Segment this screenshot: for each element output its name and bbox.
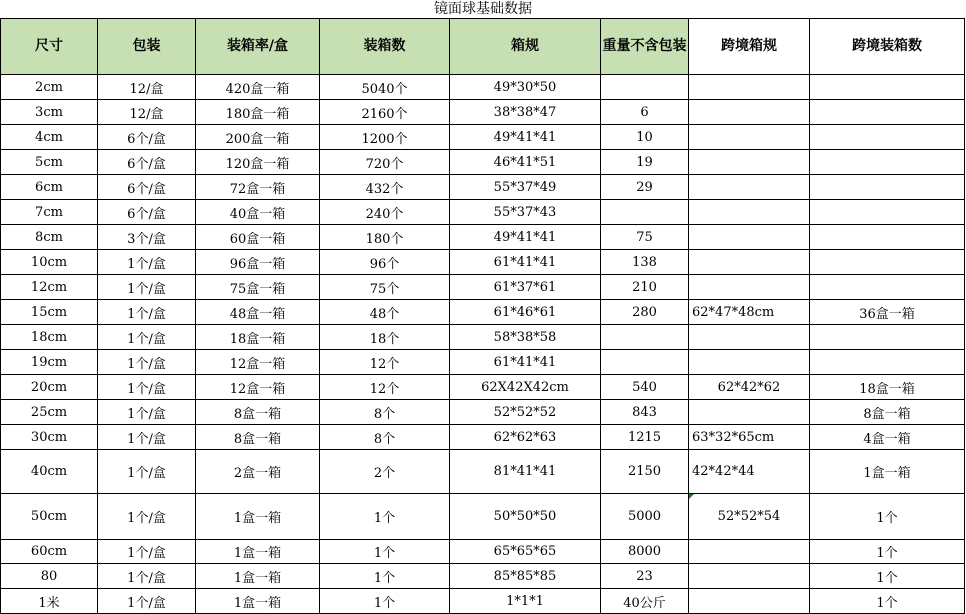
cell-box[interactable]: 49*41*41 [450,125,601,150]
table-row [1,250,965,275]
cell-rate[interactable]: 75盒一箱 [196,275,320,300]
cell-size[interactable]: 50cm [1,494,98,540]
cell-box[interactable]: 61*37*61 [450,275,601,300]
cell-box[interactable]: 58*38*58 [450,325,601,350]
cell-size[interactable]: 10cm [1,250,98,275]
cell-weight[interactable]: 280 [601,300,689,325]
cell-cb-count[interactable]: 8盒一箱 [810,400,965,425]
cell-pack[interactable]: 1个/盒 [98,300,196,325]
cell-weight[interactable]: 10 [601,125,689,150]
table-row [1,200,965,225]
cell-cb-box[interactable]: 52*52*54 [689,494,810,540]
cell-weight[interactable] [601,350,689,375]
cell-pack[interactable]: 3个/盒 [98,225,196,250]
table-row [1,425,965,450]
cell-cb-count[interactable] [810,175,965,200]
cell-size[interactable]: 3cm [1,100,98,125]
cell-cb-box[interactable] [689,400,810,425]
cell-weight[interactable]: 2150 [601,450,689,494]
cell-count[interactable]: 75个 [320,275,450,300]
cell-cb-box[interactable] [689,125,810,150]
cell-cb-box[interactable] [689,200,810,225]
cell-rate[interactable]: 1盒一箱 [196,589,320,614]
cell-cb-box[interactable]: 42*42*44 [689,450,810,494]
cell-weight[interactable]: 5000 [601,494,689,540]
cell-cb-count[interactable] [810,100,965,125]
cell-size[interactable]: 15cm [1,300,98,325]
cell-pack[interactable]: 1个/盒 [98,425,196,450]
header-count[interactable]: 装箱数 [320,19,450,75]
cell-size[interactable]: 1米 [1,589,98,614]
cell-cb-count[interactable]: 36盒一箱 [810,300,965,325]
header-box[interactable]: 箱规 [450,19,601,75]
cell-cb-box[interactable]: 62*47*48cm [689,300,810,325]
cell-count[interactable]: 1个 [320,494,450,540]
cell-count[interactable]: 240个 [320,200,450,225]
cell-weight[interactable] [601,200,689,225]
cell-box[interactable]: 55*37*49 [450,175,601,200]
cell-pack[interactable]: 6个/盒 [98,150,196,175]
cell-count[interactable]: 2个 [320,450,450,494]
cell-size[interactable]: 18cm [1,325,98,350]
cell-count[interactable]: 8个 [320,400,450,425]
cell-box[interactable]: 65*65*65 [450,540,601,564]
cell-weight[interactable]: 40公斤 [601,589,689,614]
table-row [1,175,965,200]
cell-box[interactable]: 85*85*85 [450,564,601,589]
cell-size[interactable]: 5cm [1,150,98,175]
cell-box[interactable]: 49*30*50 [450,75,601,100]
cell-count[interactable]: 96个 [320,250,450,275]
cell-size[interactable]: 6cm [1,175,98,200]
cell-size[interactable]: 30cm [1,425,98,450]
table-row [1,400,965,425]
cell-rate[interactable]: 120盒一箱 [196,150,320,175]
table-row [1,225,965,250]
cell-size[interactable]: 19cm [1,350,98,375]
cell-rate[interactable]: 12盒一箱 [196,350,320,375]
cell-pack[interactable]: 12/盒 [98,75,196,100]
cell-cb-count[interactable]: 1个 [810,494,965,540]
cell-cb-box[interactable] [689,150,810,175]
header-row [1,19,965,75]
cell-pack[interactable]: 1个/盒 [98,400,196,425]
cell-cb-count[interactable] [810,250,965,275]
header-cb-count[interactable]: 跨境装箱数 [810,19,965,75]
cell-weight[interactable]: 23 [601,564,689,589]
cell-cb-count[interactable] [810,350,965,375]
cell-size[interactable]: 8cm [1,225,98,250]
cell-count[interactable]: 720个 [320,150,450,175]
cell-pack[interactable]: 1个/盒 [98,450,196,494]
cell-weight[interactable]: 138 [601,250,689,275]
cell-weight[interactable]: 19 [601,150,689,175]
cell-rate[interactable]: 1盒一箱 [196,540,320,564]
cell-count[interactable]: 12个 [320,375,450,400]
table-row [1,564,965,589]
cell-box[interactable]: 49*41*41 [450,225,601,250]
cell-cb-count[interactable]: 1个 [810,540,965,564]
cell-rate[interactable]: 1盒一箱 [196,564,320,589]
cell-size[interactable]: 25cm [1,400,98,425]
cell-pack[interactable]: 1个/盒 [98,275,196,300]
cell-cb-box[interactable] [689,275,810,300]
sheet-title: 镜面球基础数据 [434,1,532,17]
cell-cb-count[interactable] [810,200,965,225]
cell-rate[interactable]: 12盒一箱 [196,375,320,400]
cell-rate[interactable]: 1盒一箱 [196,494,320,540]
cell-pack[interactable]: 1个/盒 [98,350,196,375]
cell-weight[interactable]: 1215 [601,425,689,450]
cell-pack[interactable]: 1个/盒 [98,250,196,275]
cell-count[interactable]: 8个 [320,425,450,450]
cell-cb-box[interactable] [689,564,810,589]
table-row [1,450,965,494]
cell-size[interactable]: 4cm [1,125,98,150]
cell-count[interactable]: 12个 [320,350,450,375]
cell-weight[interactable]: 8000 [601,540,689,564]
cell-cb-box[interactable] [689,250,810,275]
cell-cb-count[interactable]: 1盒一箱 [810,450,965,494]
cell-rate[interactable]: 8盒一箱 [196,425,320,450]
cell-cb-count[interactable] [810,325,965,350]
cell-box[interactable]: 61*46*61 [450,300,601,325]
cell-size[interactable]: 80 [1,564,98,589]
data-table [0,18,965,614]
cell-box[interactable]: 50*50*50 [450,494,601,540]
table-row [1,75,965,100]
cell-rate[interactable]: 72盒一箱 [196,175,320,200]
cell-box[interactable]: 62X42X42cm [450,375,601,400]
cell-size[interactable]: 7cm [1,200,98,225]
cell-rate[interactable]: 40盒一箱 [196,200,320,225]
cell-count[interactable]: 1个 [320,540,450,564]
cell-pack[interactable]: 1个/盒 [98,494,196,540]
cell-box[interactable]: 81*41*41 [450,450,601,494]
table-row [1,150,965,175]
table-row [1,275,965,300]
cell-size[interactable]: 2cm [1,75,98,100]
table-row [1,100,965,125]
cell-rate[interactable]: 200盒一箱 [196,125,320,150]
cell-rate[interactable]: 60盒一箱 [196,225,320,250]
table-row [1,300,965,325]
cell-cb-box[interactable] [689,75,810,100]
table-row [1,494,965,540]
cell-cb-box[interactable] [689,100,810,125]
cell-box[interactable]: 55*37*43 [450,200,601,225]
cell-rate[interactable]: 48盒一箱 [196,300,320,325]
cell-count[interactable]: 1个 [320,589,450,614]
cell-weight[interactable]: 210 [601,275,689,300]
cell-weight[interactable] [601,325,689,350]
header-weight[interactable]: 重量不含包装 [601,19,689,75]
cell-count[interactable]: 48个 [320,300,450,325]
cell-pack[interactable]: 1个/盒 [98,589,196,614]
cell-rate[interactable]: 180盒一箱 [196,100,320,125]
cell-pack[interactable]: 12/盒 [98,100,196,125]
cell-count[interactable]: 180个 [320,225,450,250]
cell-pack[interactable]: 1个/盒 [98,375,196,400]
cell-cb-count[interactable]: 4盒一箱 [810,425,965,450]
cell-weight[interactable]: 843 [601,400,689,425]
table-row [1,125,965,150]
cell-box[interactable]: 1*1*1 [450,589,601,614]
cell-rate[interactable]: 420盒一箱 [196,75,320,100]
cell-cb-count[interactable] [810,75,965,100]
cell-count[interactable]: 2160个 [320,100,450,125]
cell-weight[interactable] [601,75,689,100]
cell-weight[interactable]: 75 [601,225,689,250]
cell-cb-count[interactable] [810,225,965,250]
header-rate[interactable]: 装箱率/盒 [196,19,320,75]
cell-box[interactable]: 61*41*41 [450,350,601,375]
cell-cb-count[interactable]: 1个 [810,589,965,614]
cell-size[interactable]: 60cm [1,540,98,564]
cell-cb-count[interactable]: 1个 [810,564,965,589]
cell-pack[interactable]: 1个/盒 [98,325,196,350]
cell-rate[interactable]: 8盒一箱 [196,400,320,425]
cell-size[interactable]: 40cm [1,450,98,494]
table-row [1,540,965,564]
cell-pack[interactable]: 1个/盒 [98,564,196,589]
header-pack[interactable]: 包装 [98,19,196,75]
table-row [1,375,965,400]
cell-size[interactable]: 20cm [1,375,98,400]
cell-pack[interactable]: 6个/盒 [98,125,196,150]
cell-pack[interactable]: 6个/盒 [98,175,196,200]
table-row [1,325,965,350]
cell-size[interactable]: 12cm [1,275,98,300]
cell-cb-count[interactable] [810,125,965,150]
cell-cb-box[interactable] [689,350,810,375]
cell-box[interactable]: 62*62*63 [450,425,601,450]
cell-rate[interactable]: 2盒一箱 [196,450,320,494]
header-size[interactable]: 尺寸 [1,19,98,75]
cell-weight[interactable]: 29 [601,175,689,200]
table-body [1,75,965,614]
cell-box[interactable]: 46*41*51 [450,150,601,175]
cell-count[interactable]: 1200个 [320,125,450,150]
cell-rate[interactable]: 18盒一箱 [196,325,320,350]
cell-count[interactable]: 1个 [320,564,450,589]
cell-cb-count[interactable] [810,275,965,300]
cell-cb-count[interactable] [810,150,965,175]
cell-pack[interactable]: 1个/盒 [98,540,196,564]
cell-rate[interactable]: 96盒一箱 [196,250,320,275]
cell-cb-box[interactable] [689,325,810,350]
cell-cb-box[interactable] [689,225,810,250]
cell-box[interactable]: 38*38*47 [450,100,601,125]
cell-cb-box[interactable] [689,540,810,564]
cell-cb-box[interactable]: 62*42*62 [689,375,810,400]
cell-cb-box[interactable]: 63*32*65cm [689,425,810,450]
cell-pack[interactable]: 6个/盒 [98,200,196,225]
table-row [1,350,965,375]
cell-count[interactable]: 5040个 [320,75,450,100]
cell-box[interactable]: 61*41*41 [450,250,601,275]
cell-cb-count[interactable]: 18盒一箱 [810,375,965,400]
cell-count[interactable]: 18个 [320,325,450,350]
header-cb-box[interactable]: 跨境箱规 [689,19,810,75]
cell-weight[interactable]: 6 [601,100,689,125]
cell-cb-box[interactable] [689,175,810,200]
cell-box[interactable]: 52*52*52 [450,400,601,425]
cell-count[interactable]: 432个 [320,175,450,200]
cell-weight[interactable]: 540 [601,375,689,400]
